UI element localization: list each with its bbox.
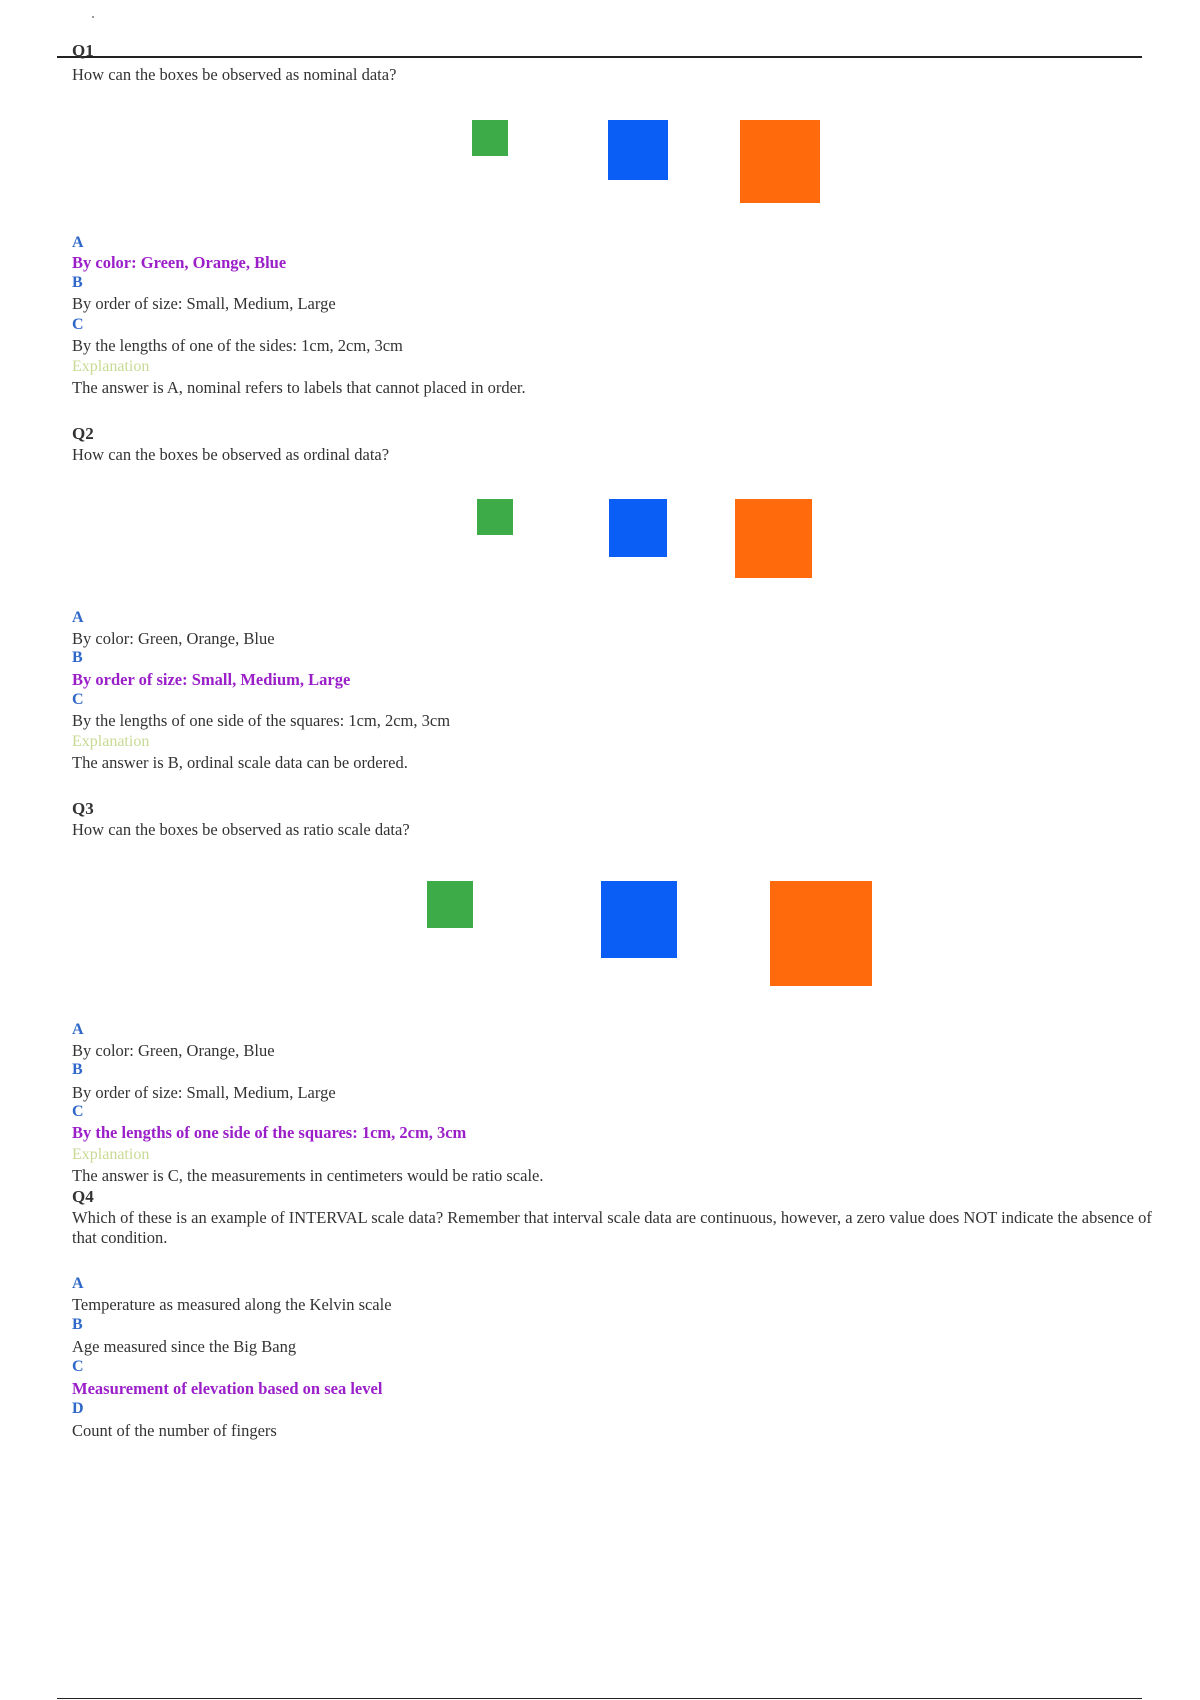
green-square (477, 499, 513, 535)
green-square (472, 120, 508, 156)
option-letter-b: B (72, 649, 83, 666)
page-mark (92, 16, 94, 18)
option-letter-c: C (72, 316, 84, 333)
option-a: By color: Green, Orange, Blue (72, 629, 275, 648)
orange-square (770, 881, 872, 986)
option-letter-a: A (72, 234, 84, 251)
option-letter-b: B (72, 274, 83, 291)
option-c: By the lengths of one side of the squares: 1cm, 2cm, 3cm (72, 711, 451, 730)
option-letter-c: C (72, 1358, 84, 1375)
option-letter-d: D (72, 1400, 84, 1417)
explanation-text: The answer is A, nominal refers to labels that cannot placed in order. (72, 378, 526, 397)
option-letter-c: C (72, 1103, 84, 1120)
question-text: How can the boxes be observed as ordinal data? (72, 445, 390, 464)
explanation-label: Explanation (72, 1146, 150, 1163)
option-a-correct: By color: Green, Orange, Blue (72, 253, 287, 272)
option-b: By order of size: Small, Medium, Large (72, 294, 336, 313)
option-d: Count of the number of fingers (72, 1421, 277, 1440)
question-text: How can the boxes be observed as nominal data? (72, 65, 397, 84)
question-number: Q4 (72, 1187, 94, 1206)
option-b: Age measured since the Big Bang (72, 1337, 297, 1356)
option-a: By color: Green, Orange, Blue (72, 1041, 275, 1060)
explanation-label: Explanation (72, 733, 150, 750)
orange-square (740, 120, 820, 203)
option-letter-c: C (72, 691, 84, 708)
option-c: By the lengths of one of the sides: 1cm, 2cm, 3cm (72, 336, 403, 355)
question-text: How can the boxes be observed as ratio scale data? (72, 820, 410, 839)
option-letter-a: A (72, 1021, 84, 1038)
question-number: Q1 (72, 41, 94, 60)
option-letter-b: B (72, 1316, 83, 1333)
option-letter-a: A (72, 1275, 84, 1292)
explanation-text: The answer is C, the measurements in centimeters would be ratio scale. (72, 1166, 544, 1185)
blue-square (608, 120, 668, 180)
blue-square (601, 881, 677, 958)
explanation-text: The answer is B, ordinal scale data can be ordered. (72, 753, 408, 772)
orange-square (735, 499, 812, 578)
question-number: Q3 (72, 799, 94, 818)
option-a: Temperature as measured along the Kelvin scale (72, 1295, 392, 1314)
option-letter-a: A (72, 609, 84, 626)
green-square (427, 881, 473, 928)
option-letter-b: B (72, 1061, 83, 1078)
footer-rule (57, 1698, 1142, 1699)
question-number: Q2 (72, 424, 94, 443)
option-b: By order of size: Small, Medium, Large (72, 1083, 336, 1102)
option-c-correct: Measurement of elevation based on sea level (72, 1379, 383, 1398)
option-c-correct: By the lengths of one side of the squares: 1cm, 2cm, 3cm (72, 1123, 467, 1142)
explanation-label: Explanation (72, 358, 150, 375)
header-rule (57, 56, 1142, 58)
option-b-correct: By order of size: Small, Medium, Large (72, 670, 351, 689)
question-text: Which of these is an example of INTERVAL scale data? Remember that interval scale data are continuous, however, a zero value does NOT indicate the absence of that condition. (72, 1208, 1152, 1247)
blue-square (609, 499, 667, 557)
